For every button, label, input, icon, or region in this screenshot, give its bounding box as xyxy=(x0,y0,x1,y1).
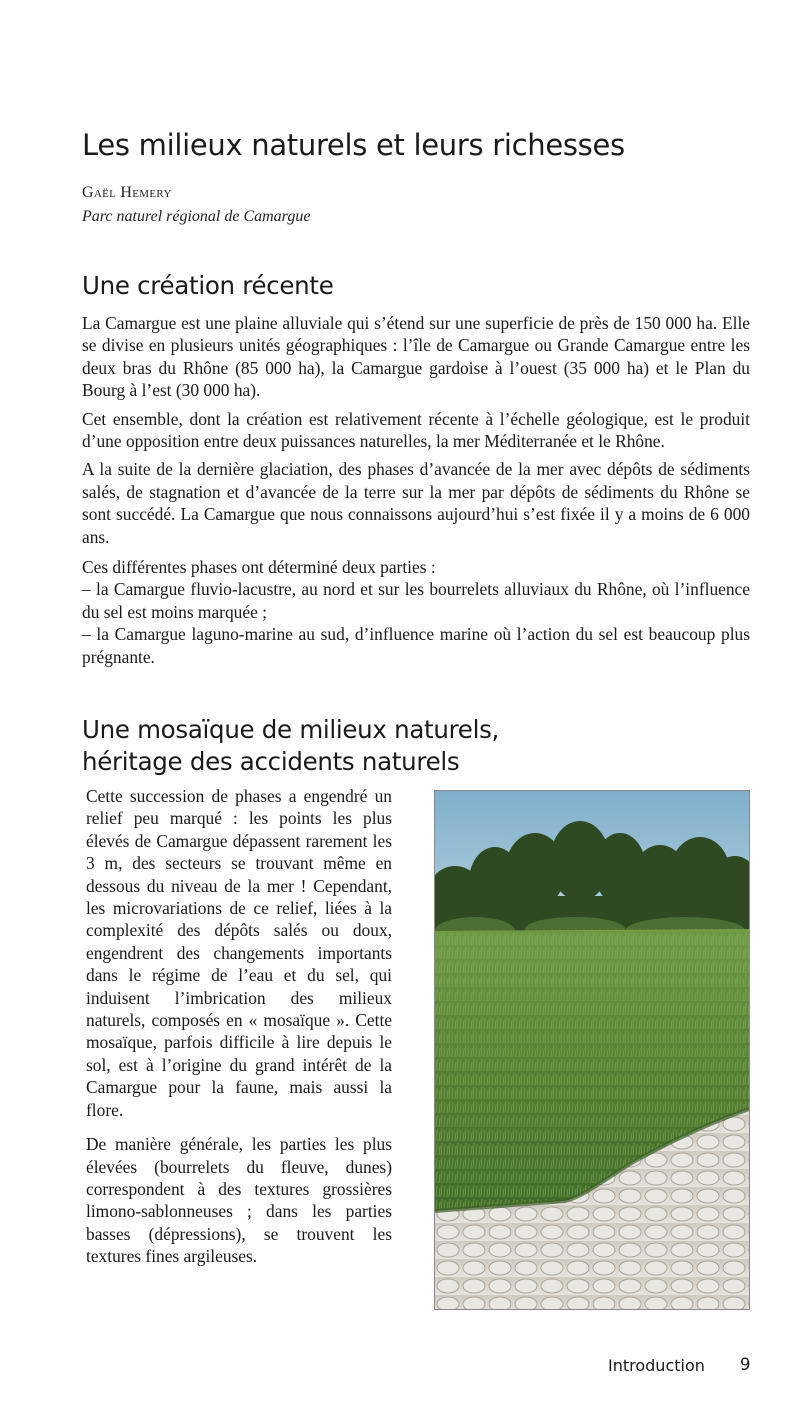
section-mosaic-body xyxy=(86,785,392,1280)
author-affiliation: Parc naturel régional de Camargue xyxy=(82,208,311,225)
page-number: 9 xyxy=(740,1355,751,1374)
list-intro: Ces différentes phases ont déterminé deux parties : xyxy=(82,557,436,578)
camargue-landscape-photo xyxy=(434,790,750,1310)
list-item: – la Camargue laguno-marine au sud, d’influence marine où l’action du sel est beaucoup plus prégnante. xyxy=(82,624,750,667)
author-name: Gaël Hemery xyxy=(82,184,172,201)
paragraph: A la suite de la dernière glaciation, des phases d’avancée de la mer avec dépôts de sédiments salés, de stagnation et d’avancée de la terre sur la mer par dépôts de sédiments du Rhône se sont succédé. La Camargue que nous connaissons aujourd’hui s’est fixée il y a moins de 6 000 ans. xyxy=(82,459,750,547)
paragraph: Cette succession de phases a engendré un relief peu marqué : les points les plus élevés de Camargue dépassent rarement les 3 m, des secteurs se trouvant même en dessous du niveau de la mer ! Cependant, les microvariations de ce relief, liées à la complexité des dépôts salés ou doux, engendrent des changements importants dans le régime de l’eau et du sel, qui induisent l’imbrication des milieux naturels, composés en « mosaïque ». Cette mosaïque, parfois difficile à lire depuis le sol, est à l’origine du grand intérêt de la Camargue pour la faune, mais aussi la flore. xyxy=(86,786,392,1120)
phases-list xyxy=(82,556,750,668)
section-heading-mosaic xyxy=(82,714,722,778)
heading-line: Une mosaïque de milieux naturels, xyxy=(82,715,500,744)
section-creation-body xyxy=(82,312,750,674)
paragraph: Cet ensemble, dont la création est relativement récente à l’échelle géologique, est le produit d’une opposition entre deux puissances naturelles, la mer Méditerranée et le Rhône. xyxy=(82,408,750,452)
article-title: Les milieux naturels et leurs richesses xyxy=(82,128,625,162)
running-footer-section: Introduction xyxy=(608,1356,705,1375)
photo-illustration xyxy=(435,791,749,1309)
list-item: – la Camargue fluvio-lacustre, au nord et sur les bourrelets alluviaux du Rhône, où l’influence du sel est moins marquée ; xyxy=(82,579,750,622)
paragraph: La Camargue est une plaine alluviale qui s’étend sur une superficie de près de 150 000 ha. Elle se divise en plusieurs unités géographiques : l’île de Camargue ou Grande Camargue entre les deux bras du Rhône (85 000 ha), la Camargue gardoise à l’ouest (35 000 ha) et le Plan du Bourg à l’est (30 000 ha). xyxy=(82,313,750,401)
section-heading-creation: Une création récente xyxy=(82,271,334,300)
heading-line: héritage des accidents naturels xyxy=(82,747,460,776)
paragraph: De manière générale, les parties les plus élevées (bourrelets du fleuve, dunes) correspondent à des textures grossières limono-sablonneuses ; dans les parties basses (dépressions), se trouvent les textures fines argileuses. xyxy=(86,1134,392,1267)
